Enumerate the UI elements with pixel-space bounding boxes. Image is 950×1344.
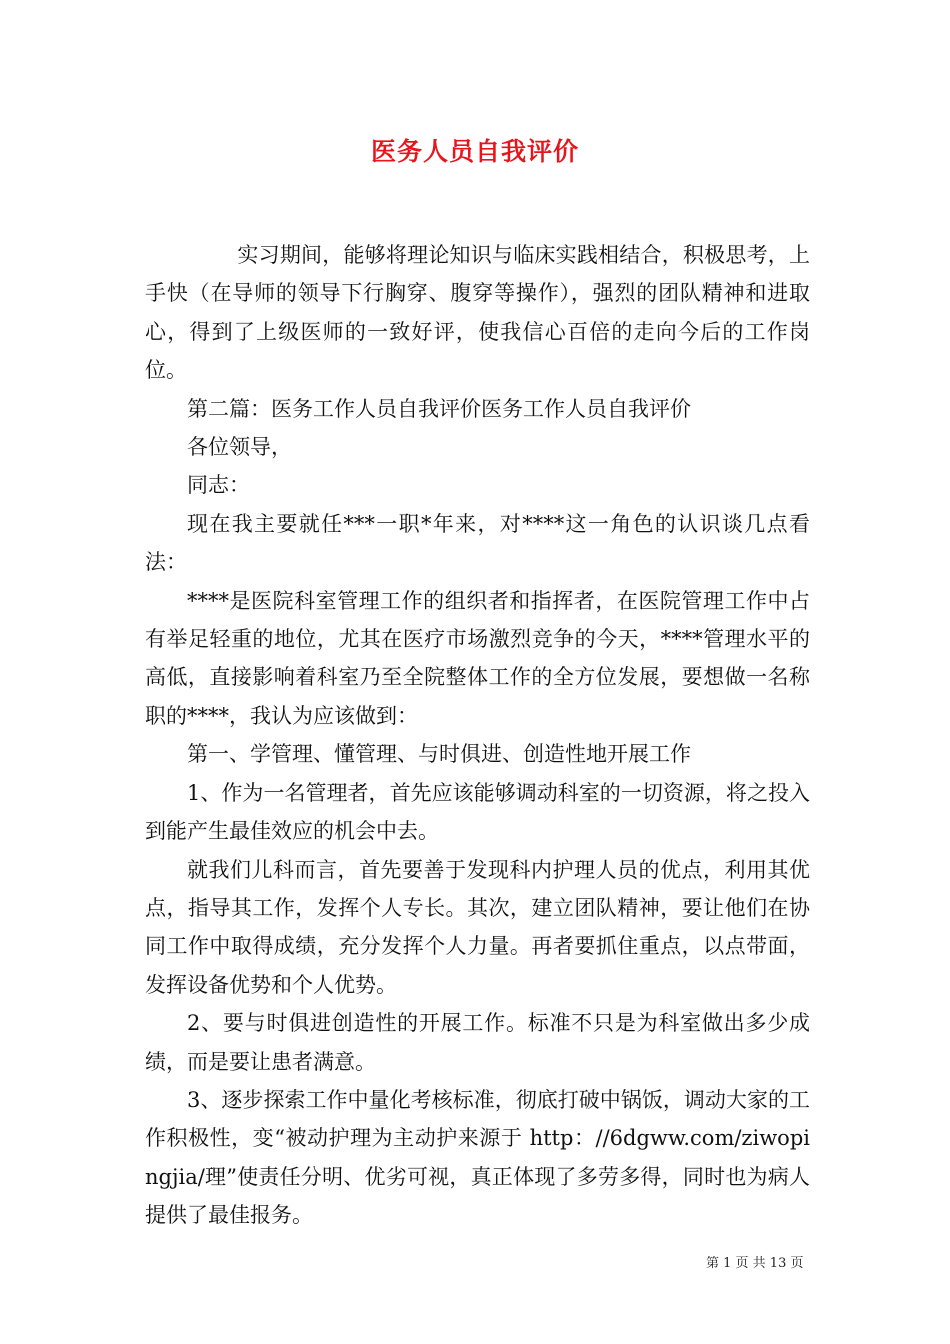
paragraph-section-one-heading: 第一、学管理、懂管理、与时俱进、创造性地开展工作	[187, 742, 691, 767]
paragraph-role-importance: ****是医院科室管理工作的组织者和指挥者，在医院管理工作中占有举足轻重的地位，尤其在医疗市场激烈竞争的今天，****管理水平的高低，直接影响着科室乃至全院整体工作的全方位发展，要想做一名称职的****，我认为应该做到：	[145, 588, 810, 728]
paragraph-chapter-two-heading: 第二篇：医务工作人员自我评价医务工作人员自我评价	[187, 396, 691, 421]
paragraph-point-one: 1、作为一名管理者，首先应该能够调动科室的一切资源，将之投入到能产生最佳效应的机会中去。	[145, 780, 810, 844]
page-number-footer: 第 1 页 共 13 页	[706, 1256, 804, 1271]
document-title: 医务人员自我评价	[370, 137, 579, 166]
paragraph-internship: 实习期间，能够将理论知识与临床实践相结合，积极思考，上手快（在导师的领导下行胸穿、腹穿等操作），强烈的团队精神和进取心，得到了上级医师的一致好评，使我信心百倍的走向今后的工作岗位。	[145, 243, 810, 383]
document-body	[145, 236, 810, 1235]
paragraph-pediatrics: 就我们儿科而言，首先要善于发现科内护理人员的优点，利用其优点，指导其工作，发挥个人专长。其次，建立团队精神，要让他们在协同工作中取得成绩，充分发挥个人力量。再者要抓住重点，以点带面，发挥设备优势和个人优势。	[145, 857, 810, 997]
paragraph-point-three: 3、逐步探索工作中量化考核标准，彻底打破中锅饭，调动大家的工作积极性，变“被动护理为主动护来源于 http：//6dgww.com/ziwopingjia/理”使责任分明、优劣可视，真正体现了多劳多得，同时也为病人提供了最佳报务。	[145, 1087, 810, 1228]
paragraph-intro: 现在我主要就任***一职*年来，对****这一角色的认识谈几点看法：	[145, 511, 810, 575]
paragraph-salutation-comrades: 同志：	[187, 473, 250, 498]
paragraph-point-two: 2、要与时俱进创造性的开展工作。标准不只是为科室做出多少成绩，而是要让患者满意。	[145, 1011, 810, 1074]
paragraph-salutation-leaders: 各位领导，	[187, 435, 292, 460]
